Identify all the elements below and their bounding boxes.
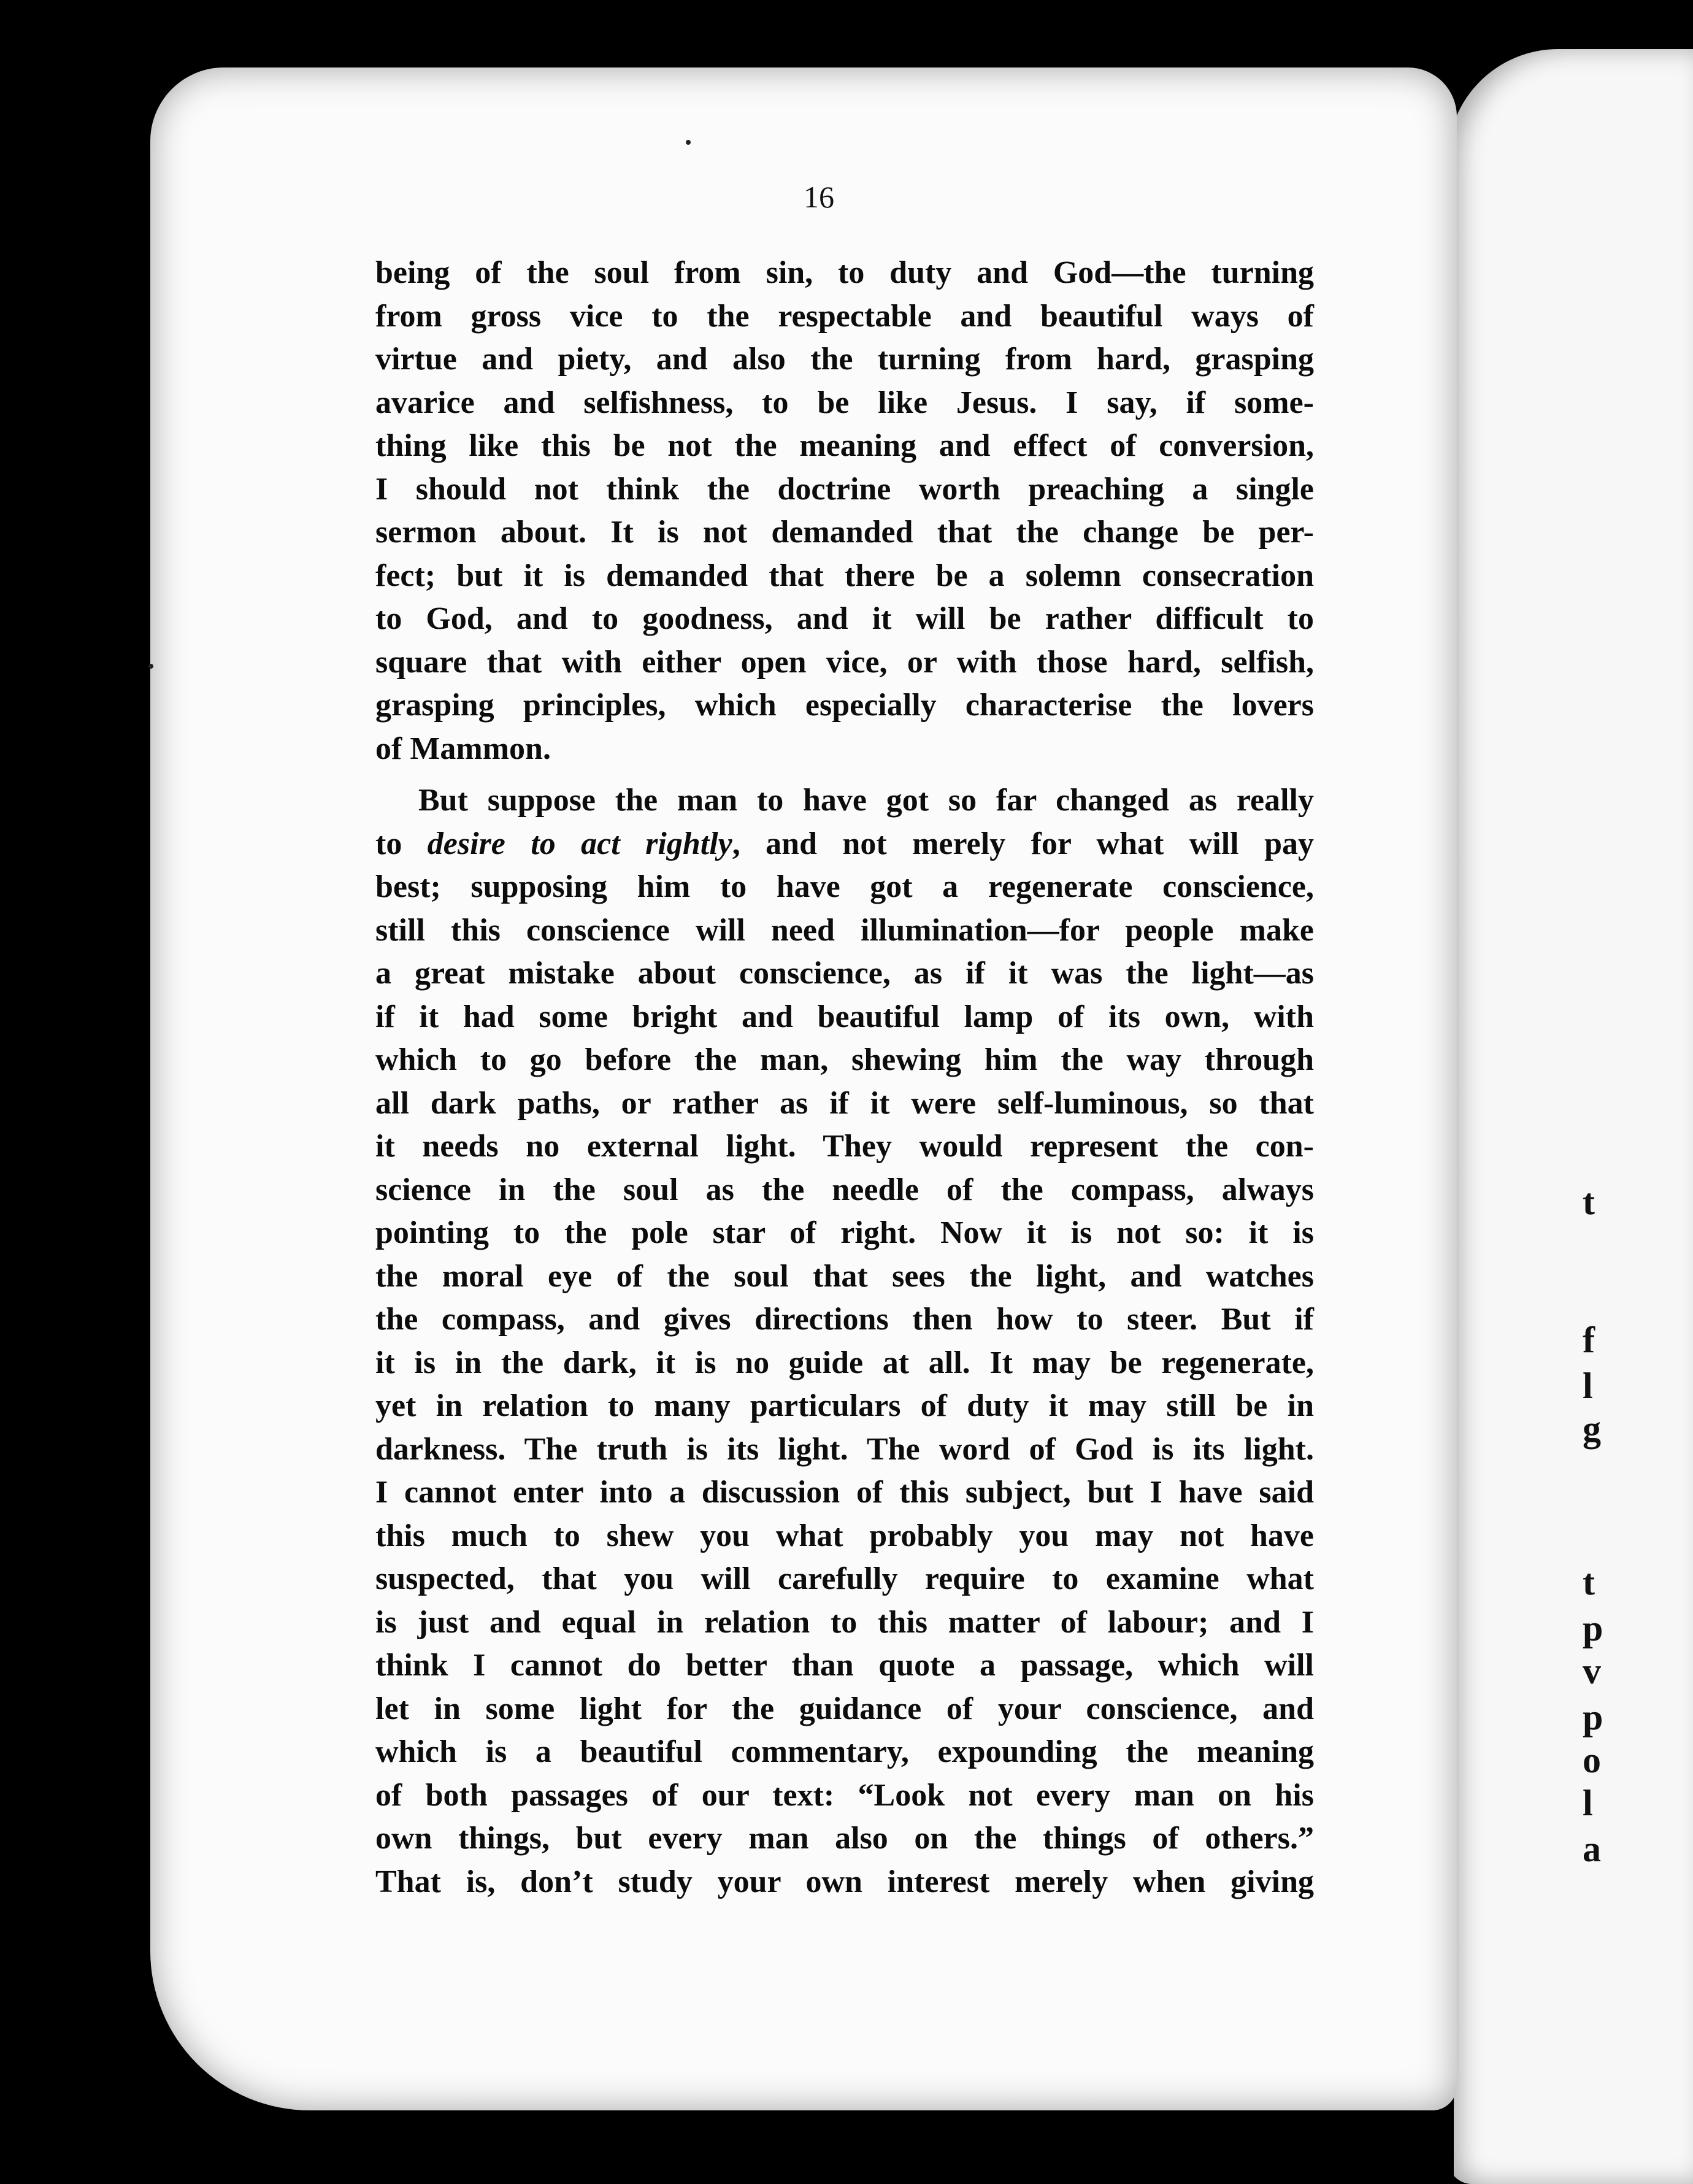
text-line: science in the soul as the needle of the compass, always bbox=[375, 1172, 1314, 1207]
text-line: That is, don’t study your own interest merely when giving bbox=[375, 1864, 1314, 1899]
text-line: yet in relation to many particulars of duty it may still be in bbox=[375, 1388, 1314, 1423]
text-line-emphasis: to desire to act rightly, and not merely for what will pay bbox=[375, 826, 1314, 861]
text-line: sermon about. It is not demanded that the change be per- bbox=[375, 515, 1314, 550]
text-line: the moral eye of the soul that sees the light, and watches bbox=[375, 1258, 1314, 1294]
text-line: of Mammon. bbox=[375, 731, 551, 766]
facing-page-letter: t bbox=[1583, 1562, 1595, 1602]
text-line: which to go before the man, shewing him the way through bbox=[375, 1042, 1314, 1077]
text-line: own things, but every man also on the things of others.” bbox=[375, 1821, 1314, 1856]
text-line: square that with either open vice, or with those hard, selfish, bbox=[375, 644, 1314, 680]
text-line: which is a beautiful commentary, expounding the meaning bbox=[375, 1734, 1314, 1769]
text-line: the compass, and gives directions then how to steer. But if bbox=[375, 1302, 1314, 1337]
facing-page-letter: f bbox=[1583, 1320, 1595, 1360]
facing-page-letter: p bbox=[1583, 1697, 1603, 1737]
text-line: let in some light for the guidance of your conscience, and bbox=[375, 1691, 1314, 1726]
text-line: it needs no external light. They would represent the con- bbox=[375, 1129, 1314, 1164]
emphasized-phrase: desire to act rightly bbox=[427, 826, 732, 861]
text-line: it is in the dark, it is no guide at all. It may be regenerate, bbox=[375, 1345, 1314, 1380]
speck bbox=[686, 140, 691, 145]
text-line: think I cannot do better than quote a passage, which will bbox=[375, 1648, 1314, 1683]
text-line: virtue and piety, and also the turning from hard, grasping bbox=[375, 342, 1314, 377]
speck bbox=[148, 664, 153, 669]
text-line: is just and equal in relation to this matter of labour; and I bbox=[375, 1604, 1314, 1640]
facing-page-letter: l bbox=[1583, 1366, 1593, 1406]
text-line: a great mistake about conscience, as if it was the light—as bbox=[375, 956, 1314, 991]
facing-page bbox=[1448, 49, 1693, 2184]
text-line: I should not think the doctrine worth preaching a single bbox=[375, 471, 1314, 507]
text-line: fect; but it is demanded that there be a solemn consecration bbox=[375, 558, 1314, 593]
page-body-text bbox=[375, 252, 1314, 1904]
text-line: of both passages of our text: “Look not every man on his bbox=[375, 1777, 1314, 1813]
facing-page-letter: l bbox=[1583, 1783, 1593, 1823]
text-line: from gross vice to the respectable and beautiful ways of bbox=[375, 298, 1314, 334]
text-line: still this conscience will need illumination—for people make bbox=[375, 912, 1314, 948]
text-line: thing like this be not the meaning and effect of conversion, bbox=[375, 428, 1314, 463]
text-line: to God, and to goodness, and it will be rather difficult to bbox=[375, 601, 1314, 636]
facing-page-letter: g bbox=[1583, 1409, 1601, 1449]
text-line: pointing to the pole star of right. Now it is not so: it is bbox=[375, 1215, 1314, 1250]
text-line: suspected, that you will carefully require to examine what bbox=[375, 1561, 1314, 1596]
text-line: best; supposing him to have got a regenerate conscience, bbox=[375, 869, 1314, 904]
text-line: But suppose the man to have got so far changed as really bbox=[418, 783, 1314, 818]
facing-page-letter: a bbox=[1583, 1829, 1601, 1869]
text-line: if it had some bright and beautiful lamp of its own, with bbox=[375, 999, 1314, 1034]
facing-page-letter: t bbox=[1583, 1182, 1595, 1222]
page-number: 16 bbox=[804, 180, 834, 214]
text-line: darkness. The truth is its light. The word of God is its light. bbox=[375, 1431, 1314, 1467]
text-line: this much to shew you what probably you may not have bbox=[375, 1518, 1314, 1553]
facing-page-letter: o bbox=[1583, 1740, 1601, 1780]
text-line: being of the soul from sin, to duty and God—the turning bbox=[375, 255, 1314, 290]
text-line: all dark paths, or rather as if it were self-luminous, so that bbox=[375, 1085, 1314, 1121]
facing-page-letter: v bbox=[1583, 1651, 1601, 1691]
facing-page-letter: p bbox=[1583, 1608, 1603, 1648]
text-line: I cannot enter into a discussion of this subject, but I have said bbox=[375, 1475, 1314, 1510]
text-line: grasping principles, which especially characterise the lovers bbox=[375, 688, 1314, 723]
text-line: avarice and selfishness, to be like Jesus. I say, if some- bbox=[375, 385, 1314, 420]
